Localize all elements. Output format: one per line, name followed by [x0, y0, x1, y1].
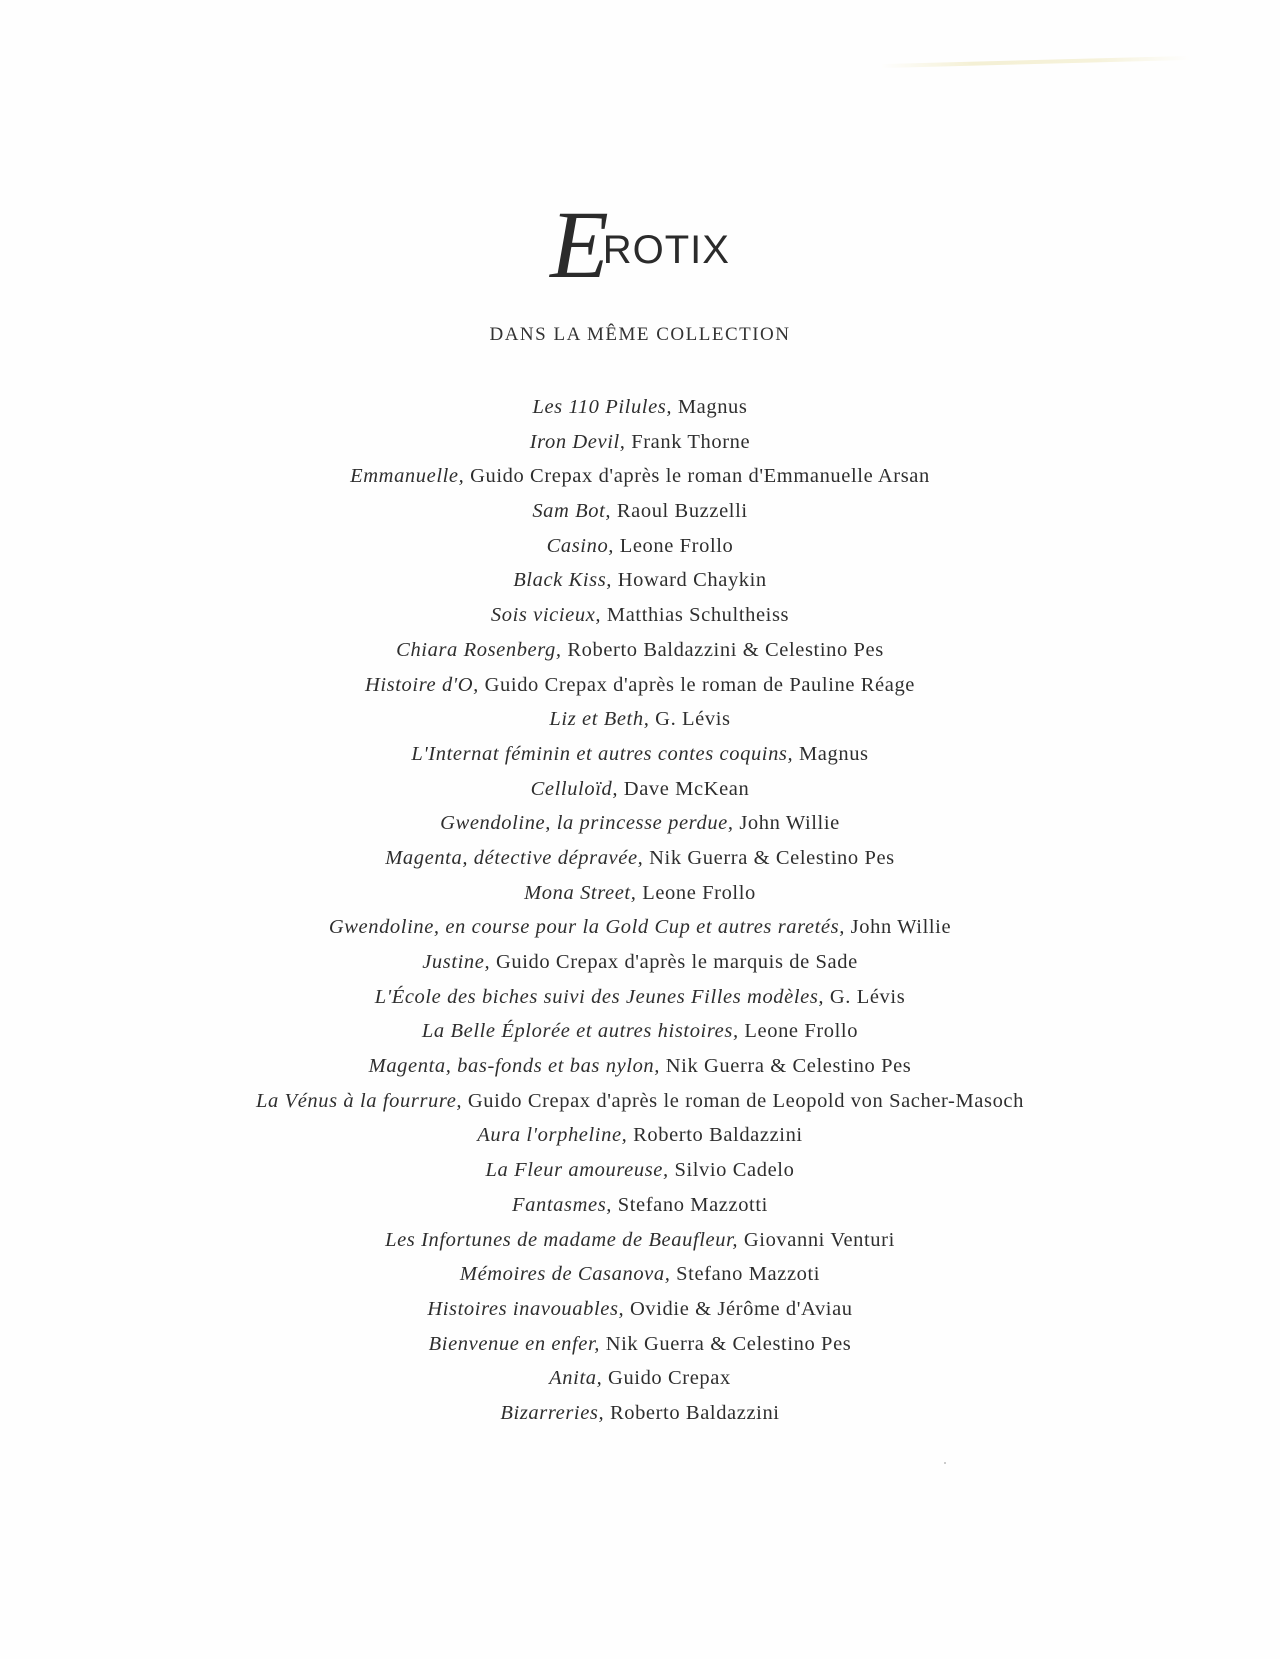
book-author: Stefano Mazzotti — [612, 1193, 768, 1216]
book-author: Nik Guerra & Celestino Pes — [600, 1332, 852, 1355]
book-title: L'École des biches suivi des Jeunes Filles modèles, — [374, 985, 825, 1008]
list-item — [0, 668, 1280, 703]
collection-logo — [0, 191, 1280, 298]
book-title: Gwendoline, la princesse perdue, — [440, 812, 734, 835]
book-title: Anita, — [549, 1367, 603, 1390]
list-item — [0, 1257, 1280, 1292]
book-author: Howard Chaykin — [612, 569, 767, 592]
book-title: Chiara Rosenberg, — [396, 638, 562, 661]
book-title: Sois vicieux, — [490, 604, 602, 627]
book-author: Stefano Mazzoti — [670, 1263, 821, 1286]
book-title: Justine, — [422, 951, 491, 973]
book-title: L'Internat féminin et autres contes coquins, — [411, 742, 794, 765]
book-title: Mémoires de Casanova, — [459, 1263, 671, 1286]
book-title: Sam Bot, — [532, 500, 612, 523]
list-item — [0, 980, 1280, 1015]
list-item — [0, 1153, 1280, 1188]
book-title: Gwendoline, en course pour la Gold Cup et autres raretés, — [328, 916, 845, 939]
section-heading: DANS LA MÊME COLLECTION — [489, 324, 791, 345]
book-author: Magnus — [672, 396, 748, 418]
list-item — [0, 425, 1280, 460]
scan-speck — [944, 1462, 946, 1464]
book-author: Guido Crepax d'après le roman d'Emmanuelle Arsan — [464, 465, 930, 488]
list-item — [0, 945, 1280, 980]
book-title: La Fleur amoureuse, — [485, 1159, 669, 1182]
list-item — [0, 633, 1280, 668]
book-title: Magenta, détective dépravée, — [385, 846, 644, 869]
book-author: Leone Frollo — [636, 881, 756, 904]
book-author: John Willie — [844, 916, 952, 939]
book-title: Casino, — [546, 534, 615, 557]
book-author: Guido Crepax d'après le marquis de Sade — [490, 951, 858, 973]
book-title: Les 110 Pilules, — [532, 396, 673, 418]
book-title: Mona Street, — [524, 881, 637, 904]
book-title: Black Kiss, — [513, 569, 613, 592]
list-item — [0, 1084, 1280, 1119]
list-item — [0, 1396, 1280, 1431]
book-title: Celluloïd, — [530, 777, 619, 800]
list-item — [0, 1049, 1280, 1084]
logo-initial: E — [550, 191, 609, 298]
list-item — [0, 494, 1280, 529]
book-author: G. Lévis — [649, 708, 731, 731]
logo-wordmark — [550, 191, 730, 298]
book-author: Raoul Buzzelli — [611, 500, 748, 523]
book-author: Roberto Baldazzini — [604, 1401, 780, 1424]
list-item — [0, 1327, 1280, 1362]
list-item — [0, 529, 1280, 564]
book-author: Roberto Baldazzini & Celestino Pes — [561, 638, 884, 661]
book-title: Iron Devil, — [529, 430, 626, 453]
list-item — [0, 598, 1280, 633]
book-author: Leone Frollo — [614, 534, 734, 557]
book-author: Leone Frollo — [738, 1020, 859, 1043]
list-item — [0, 910, 1280, 945]
list-item — [0, 459, 1280, 494]
book-author: Dave McKean — [618, 777, 750, 800]
list-item — [0, 1188, 1280, 1223]
book-author: Guido Crepax — [602, 1367, 731, 1390]
list-item — [0, 1292, 1280, 1327]
book-author: Giovanni Venturi — [738, 1228, 895, 1251]
book-title: Emmanuelle, — [350, 465, 465, 488]
list-item — [0, 390, 1280, 425]
book-title: Liz et Beth, — [549, 708, 650, 731]
list-item — [0, 702, 1280, 737]
book-title: Fantasmes, — [512, 1193, 612, 1216]
book-author: Ovidie & Jérôme d'Aviau — [624, 1297, 853, 1320]
list-item — [0, 772, 1280, 807]
book-title: Bizarreries, — [500, 1401, 605, 1424]
list-item — [0, 841, 1280, 876]
list-item — [0, 1223, 1280, 1258]
book-author: Roberto Baldazzini — [627, 1124, 803, 1147]
book-author: Frank Thorne — [625, 430, 751, 453]
book-title: La Vénus à la fourrure, — [256, 1089, 463, 1112]
collection-list — [0, 390, 1280, 1431]
book-title: Histoires inavouables, — [427, 1297, 625, 1320]
book-author: John Willie — [733, 812, 840, 835]
scan-artifact — [880, 56, 1190, 68]
list-item — [0, 876, 1280, 911]
book-author: Matthias Schultheiss — [601, 604, 790, 627]
book-title: Aura l'orpheline, — [477, 1124, 628, 1147]
list-item — [0, 806, 1280, 841]
book-author: Guido Crepax d'après le roman de Leopold von Sacher-Masoch — [462, 1089, 1024, 1112]
book-author: Guido Crepax d'après le roman de Pauline Réage — [478, 673, 915, 696]
book-title: La Belle Éplorée et autres histoires, — [421, 1020, 739, 1043]
logo-rest: ROTIX — [602, 228, 730, 272]
book-author: G. Lévis — [824, 985, 906, 1008]
book-title: Magenta, bas-fonds et bas nylon, — [368, 1055, 661, 1078]
list-item — [0, 1014, 1280, 1049]
list-item — [0, 1118, 1280, 1153]
book-author: Magnus — [793, 742, 869, 765]
list-item — [0, 737, 1280, 772]
book-author: Silvio Cadelo — [668, 1159, 795, 1182]
book-title: Bienvenue en enfer, — [428, 1332, 600, 1355]
list-item — [0, 1361, 1280, 1396]
book-title: Histoire d'O, — [364, 673, 479, 696]
book-author: Nik Guerra & Celestino Pes — [643, 846, 895, 869]
book-author: Nik Guerra & Celestino Pes — [660, 1055, 912, 1078]
list-item — [0, 563, 1280, 598]
book-title: Les Infortunes de madame de Beaufleur, — [385, 1228, 739, 1251]
